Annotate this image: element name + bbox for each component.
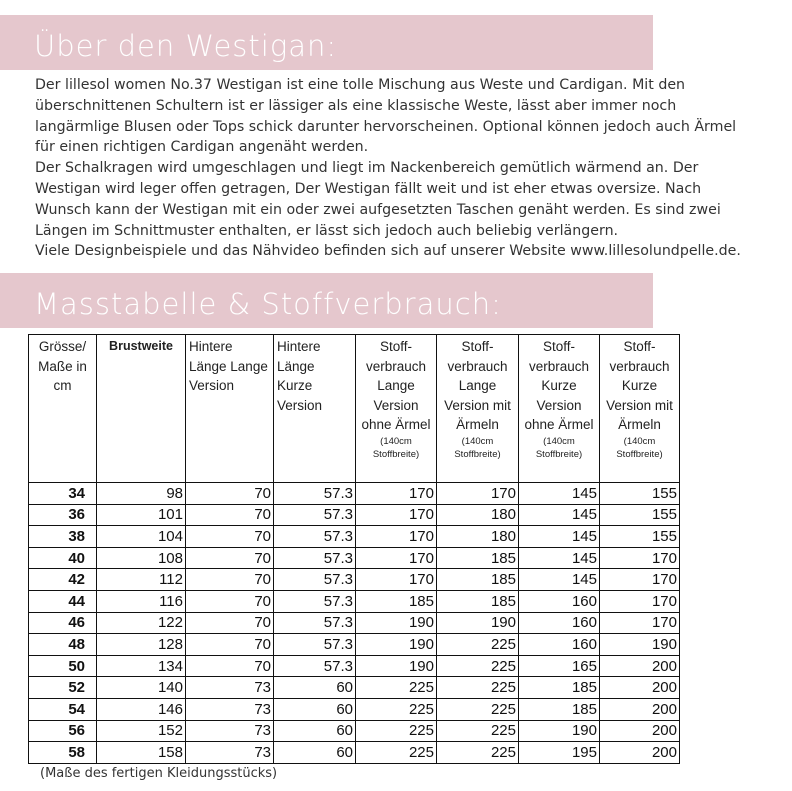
size-cell: 50 xyxy=(29,655,97,677)
table-cell: 170 xyxy=(600,547,680,569)
table-cell: 160 xyxy=(519,612,600,634)
table-cell: 70 xyxy=(186,634,274,656)
table-cell: 170 xyxy=(356,483,437,505)
table-cell: 165 xyxy=(519,655,600,677)
table-cell: 155 xyxy=(600,526,680,548)
table-row xyxy=(29,720,680,742)
header-back-length-long: Hintere Länge Lange Version xyxy=(186,335,274,483)
table-cell: 190 xyxy=(519,720,600,742)
table-cell: 200 xyxy=(600,655,680,677)
table-cell: 60 xyxy=(274,677,356,699)
table-cell: 185 xyxy=(437,590,519,612)
table-cell: 170 xyxy=(437,483,519,505)
table-cell: 200 xyxy=(600,720,680,742)
header-bust: Brustweite xyxy=(97,335,186,483)
table-cell: 180 xyxy=(437,504,519,526)
table-cell: 145 xyxy=(519,526,600,548)
table-cell: 225 xyxy=(356,677,437,699)
table-cell: 185 xyxy=(519,698,600,720)
size-cell: 56 xyxy=(29,720,97,742)
table-row xyxy=(29,483,680,505)
table-cell: 225 xyxy=(356,720,437,742)
table-cell: 170 xyxy=(356,547,437,569)
table-cell: 116 xyxy=(97,590,186,612)
size-cell: 38 xyxy=(29,526,97,548)
size-cell: 36 xyxy=(29,504,97,526)
table-cell: 57.3 xyxy=(274,655,356,677)
table-cell: 70 xyxy=(186,612,274,634)
table-cell: 73 xyxy=(186,698,274,720)
table-cell: 225 xyxy=(437,698,519,720)
table-cell: 170 xyxy=(600,590,680,612)
table-row xyxy=(29,634,680,656)
size-cell: 34 xyxy=(29,483,97,505)
table-cell: 60 xyxy=(274,698,356,720)
table-cell: 112 xyxy=(97,569,186,591)
table-cell: 190 xyxy=(356,655,437,677)
header-size: Grösse/ Maße in cm xyxy=(29,335,97,483)
header-fabric-short-no-sleeves: Stoff-verbrauch Kurze Version ohne Ärmel (140cm Stoffbreite) xyxy=(519,335,600,483)
table-cell: 170 xyxy=(600,569,680,591)
table-cell: 145 xyxy=(519,504,600,526)
table-cell: 98 xyxy=(97,483,186,505)
table-cell: 70 xyxy=(186,483,274,505)
table-cell: 146 xyxy=(97,698,186,720)
table-cell: 57.3 xyxy=(274,504,356,526)
table-row xyxy=(29,655,680,677)
intro-paragraph: Der lillesol women No.37 Westigan ist eine tolle Mischung aus Weste und Cardigan. Mit den überschnittenen Schultern ist er lässiger als eine klassische Weste, lässt aber immer noch langärmlige Blusen oder Tops schick darunter hervorscheinen. Optional können jedoch auch Ärmel für einen richtigen Cardigan angenäht werden. xyxy=(35,77,737,156)
header-fabric-long-sleeves: Stoff-verbrauch Lange Version mit Ärmeln (140cm Stoffbreite) xyxy=(437,335,519,483)
table-cell: 155 xyxy=(600,504,680,526)
table-cell: 140 xyxy=(97,677,186,699)
size-cell: 44 xyxy=(29,590,97,612)
table-cell: 185 xyxy=(519,677,600,699)
table-cell: 185 xyxy=(356,590,437,612)
table-row xyxy=(29,612,680,634)
table-cell: 60 xyxy=(274,742,356,764)
table-cell: 70 xyxy=(186,655,274,677)
table-cell: 170 xyxy=(600,612,680,634)
table-cell: 128 xyxy=(97,634,186,656)
table-cell: 160 xyxy=(519,590,600,612)
table-cell: 57.3 xyxy=(274,569,356,591)
table-cell: 70 xyxy=(186,590,274,612)
table-cell: 190 xyxy=(356,634,437,656)
table-cell: 225 xyxy=(437,720,519,742)
table-cell: 60 xyxy=(274,720,356,742)
table-cell: 57.3 xyxy=(274,483,356,505)
table-cell: 57.3 xyxy=(274,634,356,656)
size-cell: 40 xyxy=(29,547,97,569)
table-cell: 225 xyxy=(356,698,437,720)
table-cell: 170 xyxy=(356,569,437,591)
table-cell: 145 xyxy=(519,569,600,591)
intro-text xyxy=(35,75,755,262)
size-cell: 48 xyxy=(29,634,97,656)
table-cell: 145 xyxy=(519,483,600,505)
size-cell: 46 xyxy=(29,612,97,634)
table-cell: 70 xyxy=(186,526,274,548)
table-cell: 122 xyxy=(97,612,186,634)
table-row xyxy=(29,742,680,764)
section-title-size-table: Masstabelle & Stoffverbrauch: xyxy=(0,273,653,328)
table-cell: 195 xyxy=(519,742,600,764)
table-cell: 57.3 xyxy=(274,612,356,634)
table-cell: 134 xyxy=(97,655,186,677)
table-cell: 57.3 xyxy=(274,547,356,569)
table-cell: 70 xyxy=(186,547,274,569)
table-cell: 104 xyxy=(97,526,186,548)
table-cell: 180 xyxy=(437,526,519,548)
table-row xyxy=(29,504,680,526)
table-cell: 225 xyxy=(437,742,519,764)
table-cell: 57.3 xyxy=(274,526,356,548)
table-cell: 155 xyxy=(600,483,680,505)
table-cell: 73 xyxy=(186,677,274,699)
table-cell: 200 xyxy=(600,742,680,764)
table-cell: 225 xyxy=(437,634,519,656)
header-fabric-long-no-sleeves: Stoff-verbrauch Lange Version ohne Ärmel (140cm Stoffbreite) xyxy=(356,335,437,483)
table-cell: 70 xyxy=(186,569,274,591)
table-cell: 185 xyxy=(437,569,519,591)
intro-paragraph: Viele Designbeispiele und das Nähvideo befinden sich auf unserer Website www.lillesolundpelle.de. xyxy=(35,243,741,260)
size-table xyxy=(28,334,680,764)
table-row xyxy=(29,590,680,612)
table-row xyxy=(29,569,680,591)
size-cell: 42 xyxy=(29,569,97,591)
size-cell: 52 xyxy=(29,677,97,699)
table-row xyxy=(29,698,680,720)
table-cell: 190 xyxy=(356,612,437,634)
table-cell: 160 xyxy=(519,634,600,656)
table-row xyxy=(29,677,680,699)
table-cell: 190 xyxy=(437,612,519,634)
table-cell: 225 xyxy=(356,742,437,764)
table-cell: 101 xyxy=(97,504,186,526)
table-cell: 170 xyxy=(356,526,437,548)
table-row xyxy=(29,547,680,569)
table-cell: 73 xyxy=(186,720,274,742)
section-title-about: Über den Westigan: xyxy=(0,15,653,70)
table-cell: 225 xyxy=(437,677,519,699)
intro-paragraph: Der Schalkragen wird umgeschlagen und liegt im Nackenbereich gemütlich wärmend an. Der Westigan wird leger offen getragen, Der Westigan fällt weit und ist eher etwas oversize. Nach Wunsch kann der Westigan mit ein oder zwei aufgesetzten Taschen genäht werden. Es sind zwei Längen im Schnittmuster enthalten, er lässt sich jedoch auch beliebig verlängern. xyxy=(35,160,721,239)
table-cell: 200 xyxy=(600,677,680,699)
table-cell: 225 xyxy=(437,655,519,677)
table-cell: 145 xyxy=(519,547,600,569)
table-cell: 200 xyxy=(600,698,680,720)
table-cell: 170 xyxy=(356,504,437,526)
table-cell: 108 xyxy=(97,547,186,569)
table-cell: 158 xyxy=(97,742,186,764)
table-cell: 57.3 xyxy=(274,590,356,612)
table-row xyxy=(29,526,680,548)
header-fabric-short-sleeves: Stoff-verbrauch Kurze Version mit Ärmeln (140cm Stoffbreite) xyxy=(600,335,680,483)
table-cell: 73 xyxy=(186,742,274,764)
table-cell: 70 xyxy=(186,504,274,526)
size-cell: 54 xyxy=(29,698,97,720)
table-cell: 152 xyxy=(97,720,186,742)
table-cell: 185 xyxy=(437,547,519,569)
size-cell: 58 xyxy=(29,742,97,764)
footnote: (Maße des fertigen Kleidungsstücks) xyxy=(40,766,278,781)
table-cell: 190 xyxy=(600,634,680,656)
header-back-length-short: Hintere Länge Kurze Version xyxy=(274,335,356,483)
table-header-row xyxy=(29,335,680,483)
